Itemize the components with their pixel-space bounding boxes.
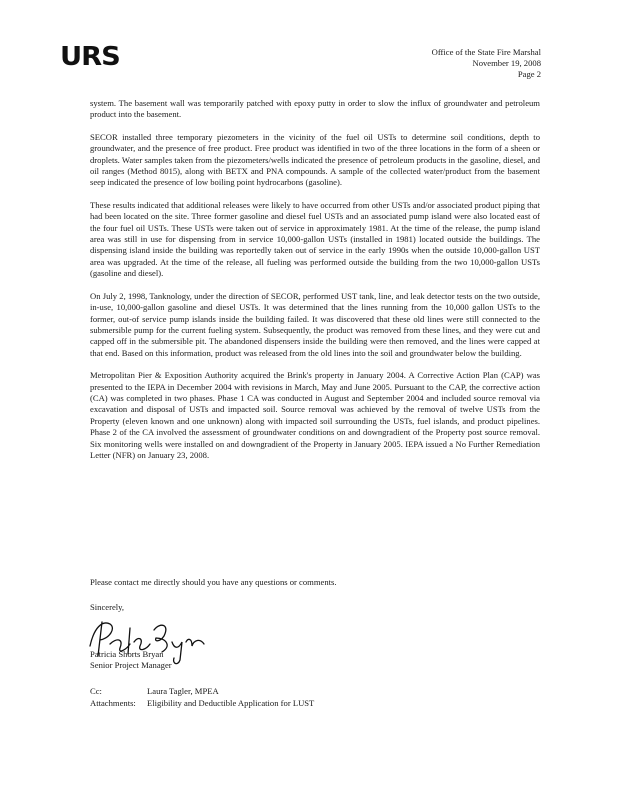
attachments-label: Attachments:: [90, 698, 136, 708]
cc-block: [90, 685, 314, 709]
salutation: Sincerely,: [90, 602, 125, 612]
letter-date: November 19, 2008: [472, 58, 541, 68]
urs-logo: URS: [60, 42, 120, 72]
cc-value: Laura Tagler, MPEA: [147, 686, 219, 696]
attachments-value: Eligibility and Deductible Application for LUST: [147, 698, 315, 708]
cc-label: Cc:: [90, 686, 102, 696]
signer-name: Patricia Shorts Bryan: [90, 649, 164, 659]
signer-title: Senior Project Manager: [90, 660, 172, 670]
paragraph-continuation: system. The basement wall was temporarily patched with epoxy putty in order to slow the influx of groundwater and petroleum product into the basement.: [90, 98, 540, 120]
cc-row: [90, 685, 314, 697]
paragraph-piezometers: SECOR installed three temporary piezometers in the vicinity of the fuel oil USTs to determine soil conditions, depth to groundwater, and the presence of free product. Free product was identified in two of the three locations in the form of a sheen or droplets. Water samples taken from the piezometers/wells indicated the presence of petroleum products in the gasoline, diesel, and oil ranges (Method 8015), along with BETX and PNA compounds. A sample of the collected water/product from the basement seep indicated the presence of low boiling point hydrocarbons (gasoline).: [90, 131, 540, 188]
recipient-line: Office of the State Fire Marshal: [431, 47, 541, 57]
attachments-row: [90, 697, 314, 709]
paragraph-corrective-action: Metropolitan Pier & Exposition Authority acquired the Brink's property in January 2004. A Corrective Action Plan (CAP) was presented to the IEPA in December 2004 with revisions in March, May and June 2005. Pursuant to the CAP, the corrective action (CA) was completed in two phases. Phase 1 CA was conducted in August and September 2004 and included source removal via excavation and disposal of USTs and impacted soil. Source removal was achieved by the removal of twelve USTs from the Property (eleven known and one unknown) along with impacted soil surrounding the USTs, fuel islands, and product pipelines. Phase 2 of the CA involved the assessment of groundwater conditions on and downgradient of the Property post source removal. Six monitoring wells were installed on and downgradient of the Property in January 2005. IEPA issued a No Further Remediation Letter (NFR) on January 23, 2008.: [90, 370, 540, 460]
page-number: Page 2: [517, 69, 541, 79]
paragraph-tank-tests: On July 2, 1998, Tanknology, under the direction of SECOR, performed UST tank, line, and leak detector tests on the two outside, in-use, 10,000-gallon gasoline and diesel USTs. It was determined that the lines running from the 10,000 gallon USTs to the former, out-of service pump islands inside the building failed. It was discovered that these old lines were still connected to the submersible pump for the current fueling system. Subsequently, the product was removed from these lines, and they were cut and capped off in the submersible pit. The abandoned dispensers inside the building were then removed, and the lines were capped at that end. Based on this information, product was released from the old lines into the soil and groundwater below the building.: [90, 290, 540, 358]
signer-block: [90, 649, 172, 671]
letter-body: [90, 98, 540, 472]
closing-line: Please contact me directly should you have any questions or comments.: [90, 577, 337, 587]
paragraph-additional-releases: These results indicated that additional releases were likely to have occurred from other USTs and/or associated product piping that had been located on the site. Three former gasoline and diesel fuel USTs and an associated pump island were also located east of the four fuel oil USTs. These USTs were taken out of service in approximately 1981. At the time of the release, the pump island area was still in use for dispensing from in service 10,000-gallon USTs (installed in 1981) located outside the buildings. The dispensing island inside the building was reportedly taken out of service in the early 1990s when the outside 10,000-gallon UST area was upgraded. At the time of the release, all fueling was performed outside the building from the two 10,000-gallon USTs (gasoline and diesel).: [90, 199, 540, 279]
letter-header: [432, 47, 541, 80]
